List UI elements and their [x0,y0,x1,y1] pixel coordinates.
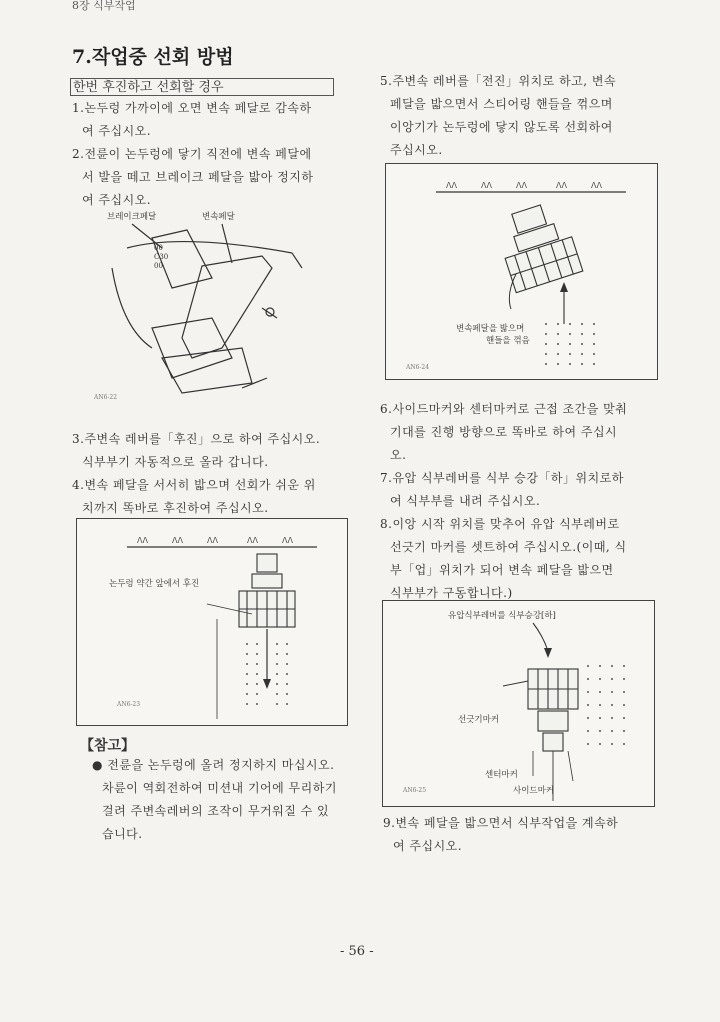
turn-illustration [386,164,659,381]
note-line-4: 습니다. [102,827,143,841]
left-steps-3-4 [72,428,357,520]
reverse-illustration [77,519,349,727]
step-7-line1: 7.유압 식부레버를 식부 승강「하」위치로하 [380,471,624,485]
step-9-line2: 여 주십시오. [393,839,463,853]
label-side-marker: 사이드마커 [513,786,555,796]
step-4-line1: 4.변속 페달을 서서히 밟으며 선회가 쉬운 위 [72,478,316,492]
step-1-line2: 여 주십시오. [82,124,152,138]
step-6-line2: 기대를 진행 방향으로 똑바로 하여 주십시 [390,425,618,439]
step-7-line2: 여 식부부를 내려 주십시오. [390,494,541,508]
label-line-marker: 선긋기마커 [458,715,500,725]
step-5-line1: 5.주변속 레버를「전진」위치로 하고, 변속 [380,74,617,88]
figure-code: AN6-24 [406,364,430,371]
markers-illustration [383,601,656,808]
svg-text:ᐱᐱ: ᐱᐱ [282,536,293,545]
step-6-line1: 6.사이드마커와 센터마커로 근접 조간을 맞춰 [380,402,628,416]
note-line-1: ● 전륜을 논두렁에 올려 정지하지 마십시오. [92,758,335,772]
step-2-line3: 여 주십시오. [82,193,152,207]
note-line-2: 차륜이 역회전하여 미션내 기어에 무리하기 [102,781,337,795]
figure-reverse [76,518,348,726]
svg-text:ᐱᐱ: ᐱᐱ [556,181,567,190]
note-body [92,754,362,846]
label-turn-line1: 변속페달을 밟으며 [456,324,525,334]
left-steps-1-2 [72,97,352,212]
figure-pedals [92,208,312,408]
figure-code: AN6-23 [117,701,141,708]
section-title: 7.작업중 선회 방법 [72,46,234,68]
svg-text:ᐱᐱ: ᐱᐱ [247,536,258,545]
subheading-box: 한번 후진하고 선회할 경우 [70,78,334,96]
step-5-line4: 주십시오. [390,143,443,157]
svg-text:ᐱᐱ: ᐱᐱ [172,536,183,545]
note-line-3: 걸려 주변속레버의 조작이 무거워질 수 있 [102,804,330,818]
step-8-line4: 식부부가 구동합니다.) [390,586,513,600]
chapter-header: 8장 식부작업 [72,0,136,12]
step-3-line1: 3.주변속 레버를「후진」으로 하여 주십시오. [72,432,321,446]
label-center-marker: 센터마커 [485,770,518,780]
svg-text:ᐱᐱ: ᐱᐱ [446,181,457,190]
figure-code: AN6-22 [94,394,118,401]
label-brake-pedal: 브레이크페달 [107,212,157,222]
step-4-line2: 치까지 똑바로 후진하여 주십시오. [82,501,269,515]
page-number: - 56 - [340,944,374,959]
step-2-line2: 서 발을 떼고 브레이크 페달을 밟아 정지하 [82,170,314,184]
step-5-line3: 이앙기가 논두렁에 닿지 않도록 선회하여 [390,120,613,134]
svg-text:ᐱᐱ: ᐱᐱ [516,181,527,190]
svg-text:ᐱᐱ: ᐱᐱ [207,536,218,545]
step-5-line2: 페달을 밟으면서 스티어링 핸들을 꺾으며 [390,97,613,111]
label-shift-pedal: 변속페달 [202,212,235,222]
step-9-line1: 9.변속 페달을 밟으면서 식부작업을 계속하 [383,816,619,830]
label-reverse: 논두렁 약간 앞에서 후진 [109,579,200,589]
step-8-line1: 8.이앙 시작 위치를 맞추어 유압 식부레버로 [380,517,620,531]
step-2-line1: 2.전륜이 논두렁에 닿기 직전에 변속 페달에 [72,147,312,161]
figure-code: AN6-25 [403,787,427,794]
note-heading: 【참고】 [80,738,136,754]
label-hydraulic-lever: 유압식부레버를 식부승강[하] [448,611,556,621]
right-steps-6-8 [380,398,680,605]
svg-text:ᐱᐱ: ᐱᐱ [591,181,602,190]
figure-turn [385,163,658,380]
step-1-line1: 1.논두렁 가까이에 오면 변속 페달로 감속하 [72,101,312,115]
step-3-line2: 식부부기 자동적으로 올라 갑니다. [82,455,269,469]
label-turn-line2: 핸들을 꺾음 [486,336,530,346]
right-step-5 [380,70,670,162]
pedal-marks: 00 C30 00 [154,244,169,270]
svg-text:ᐱᐱ: ᐱᐱ [137,536,148,545]
step-6-line3: 오. [390,448,407,462]
pedal-illustration [92,208,312,408]
step-8-line3: 부「업」위치가 되어 변속 페달을 밟으면 [390,563,614,577]
step-8-line2: 선긋기 마커를 셋트하여 주십시오.(이때, 식 [390,540,627,554]
svg-text:ᐱᐱ: ᐱᐱ [481,181,492,190]
figure-markers [382,600,655,807]
right-step-9 [383,812,673,858]
